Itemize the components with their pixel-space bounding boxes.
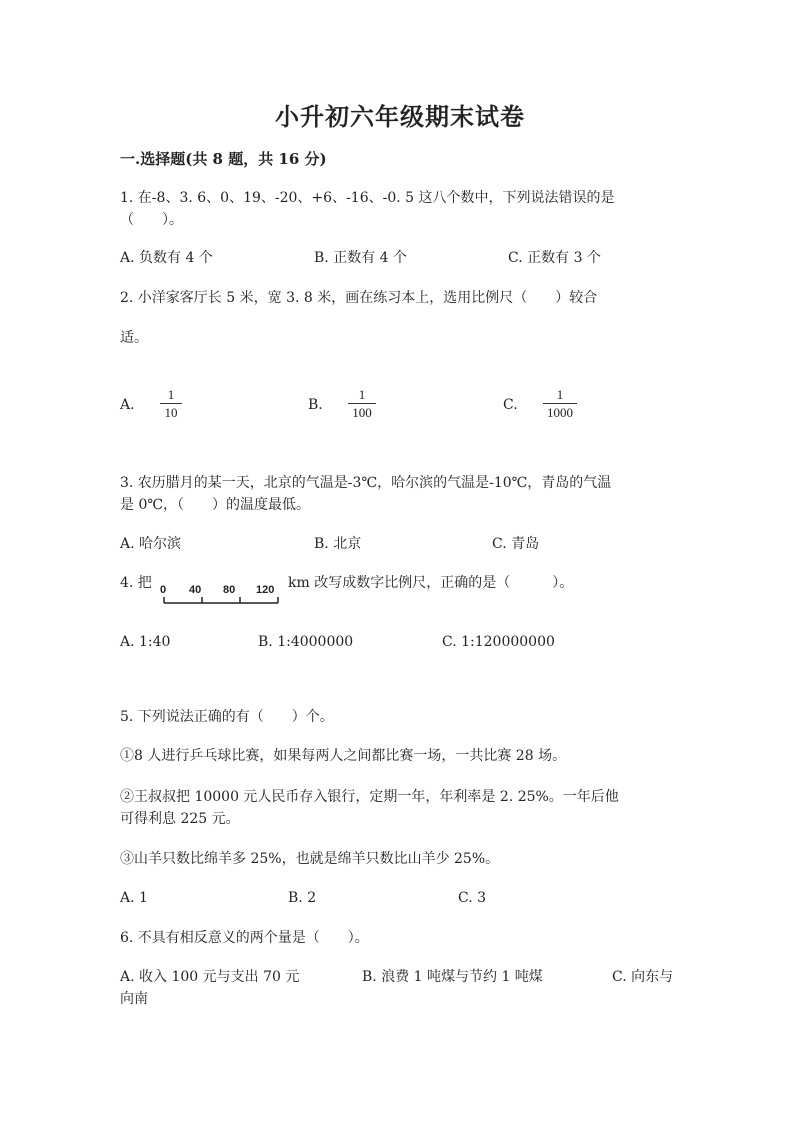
q6-option-b: B. 浪费 1 吨煤与节约 1 吨煤: [362, 969, 543, 985]
q6-stem: 6. 不具有相反意义的两个量是（ ）。: [120, 930, 369, 946]
q3-stem-line1: 3. 农历腊月的某一天，北京的气温是-3℃，哈尔滨的气温是-10℃，青岛的气温: [120, 475, 612, 491]
scale-ruler: [160, 584, 286, 608]
q2-stem-line1: 2. 小洋家客厅长 5 米，宽 3. 8 米，画在练习本上，选用比例尺（ ）较合: [120, 290, 598, 306]
page-title: 小升初六年级期末试卷: [275, 102, 525, 131]
q5-stem: 5. 下列说法正确的有（ ）个。: [120, 709, 334, 725]
scale-label-120: 120: [256, 584, 275, 596]
q4-option-a: A. 1:40: [120, 634, 171, 650]
q3-option-b: B. 北京: [314, 536, 362, 552]
q1-option-a: A. 负数有 4 个: [120, 250, 213, 266]
q4-stem-prefix: 4. 把: [120, 575, 152, 591]
scale-label-0: 0: [160, 584, 167, 596]
scale-label-40: 40: [189, 584, 202, 596]
fraction-bar: [348, 403, 376, 404]
q4-option-c: C. 1:120000000: [442, 634, 555, 650]
q3-option-a: A. 哈尔滨: [120, 536, 182, 552]
q2-option-a-fraction: [160, 387, 182, 420]
q5-statement-3: ③山羊只数比绵羊多 25%，也就是绵羊只数比山羊少 25%。: [120, 851, 500, 867]
q6-option-c-line1: C. 向东与: [612, 969, 674, 985]
q2-stem-line2: 适。: [120, 330, 148, 346]
fraction-numerator: 1: [167, 387, 175, 402]
q2-option-c-label: C.: [503, 397, 518, 413]
q2-option-b-fraction: [348, 387, 376, 420]
fraction-bar: [543, 403, 577, 404]
fraction-denominator: 10: [164, 405, 178, 420]
q5-option-a: A. 1: [120, 890, 148, 906]
q3-option-c: C. 青岛: [492, 536, 540, 552]
q1-option-c: C. 正数有 3 个: [508, 250, 601, 266]
q5-statement-2-line1: ②王叔叔把 10000 元人民币存入银行，定期一年，年利率是 2. 25%。一年后他: [120, 789, 619, 805]
q2-option-b-label: B.: [308, 397, 323, 413]
q1-option-b: B. 正数有 4 个: [314, 250, 407, 266]
q4-option-b: B. 1:4000000: [258, 634, 354, 650]
q5-option-c: C. 3: [458, 890, 487, 906]
fraction-denominator: 1000: [547, 405, 573, 420]
q1-stem-line1: 1. 在-8、3. 6、0、19、-20、+6、-16、-0. 5 这八个数中，下列说法错误的是: [120, 190, 615, 206]
scale-label-80: 80: [223, 584, 236, 596]
q5-statement-2-line2: 可得利息 225 元。: [120, 811, 240, 827]
section-heading: 一.选择题(共 8 题，共 16 分): [120, 150, 327, 168]
q1-stem-line2: （ ）。: [120, 212, 183, 228]
fraction-numerator: 1: [556, 387, 564, 402]
q2-option-a-label: A.: [120, 397, 135, 413]
map-scale-bar: [160, 584, 286, 608]
q3-stem-line2: 是 0℃，（ ）的温度最低。: [120, 497, 311, 513]
q4-stem-suffix: km 改写成数字比例尺，正确的是（ ）。: [288, 575, 574, 591]
q2-option-c-fraction: [543, 387, 577, 420]
q5-statement-1: ①8 人进行乒乓球比赛，如果每两人之间都比赛一场，一共比赛 28 场。: [120, 748, 567, 764]
fraction-bar: [160, 403, 182, 404]
q5-option-b: B. 2: [288, 890, 317, 906]
q6-option-a: A. 收入 100 元与支出 70 元: [120, 969, 300, 985]
fraction-numerator: 1: [358, 387, 366, 402]
q6-option-c-line2: 向南: [120, 991, 148, 1007]
fraction-denominator: 100: [352, 405, 372, 420]
